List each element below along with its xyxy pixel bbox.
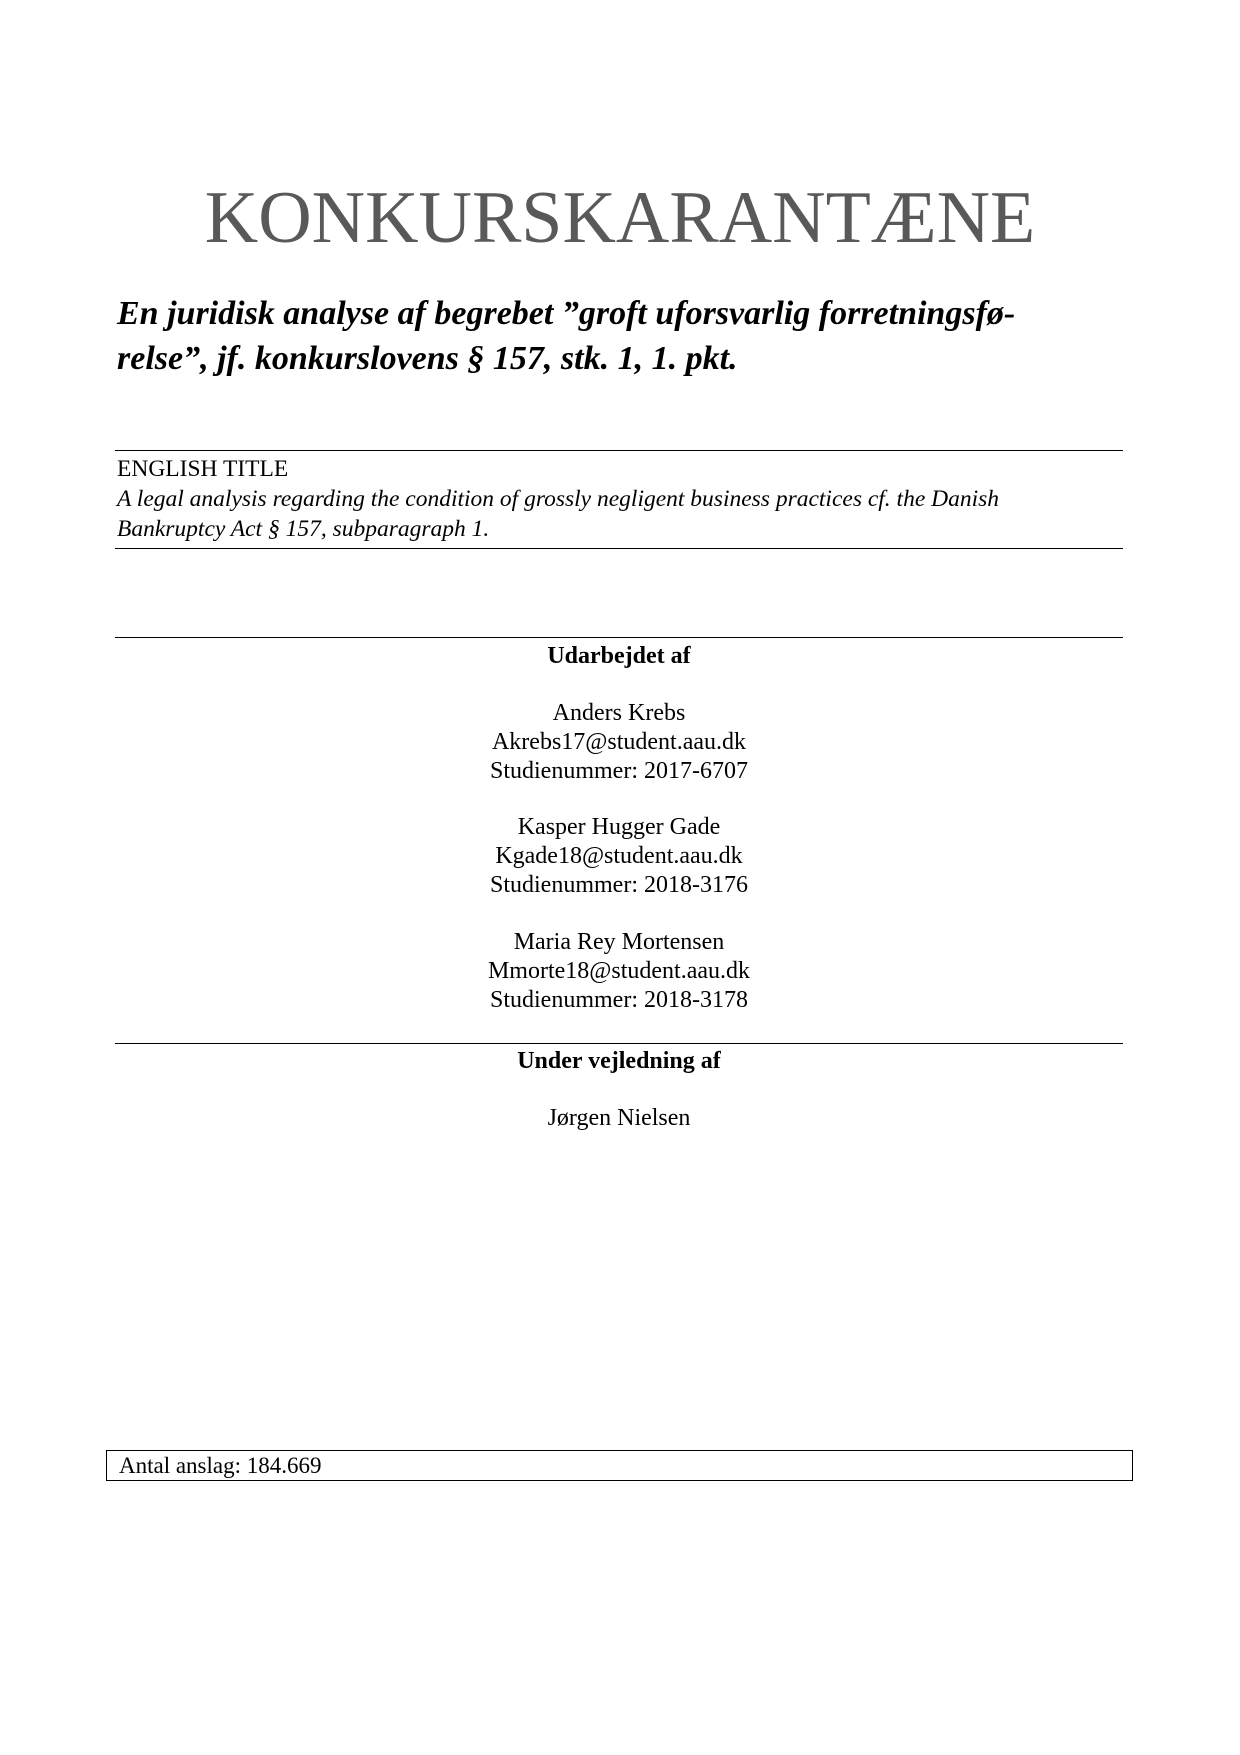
subtitle-line-1: En juridisk analyse af begrebet ”groft uforsvarlig forretningsfø- [117,295,1016,332]
divider [115,548,1123,549]
supervisor-heading: Under vejledning af [517,1048,721,1074]
english-title-block [117,454,1117,544]
author-block [115,699,1123,786]
author-name: Kasper Hugger Gade [517,814,721,840]
supervisor-name: Jørgen Nielsen [547,1105,691,1131]
english-title-label: ENGLISH TITLE [117,456,289,482]
author-student-number: Studienummer: 2018-3176 [490,872,748,898]
divider [115,1043,1123,1044]
author-email: Akrebs17@student.aau.dk [491,729,747,755]
divider [115,637,1123,638]
english-title-line-2: Bankruptcy Act § 157, subparagraph 1. [117,516,490,542]
author-block [115,813,1123,900]
english-title-line-1: A legal analysis regarding the condition of grossly negligent business practices cf. the Danish [117,486,1000,512]
divider [115,450,1123,451]
author-email: Mmorte18@student.aau.dk [487,958,751,984]
author-student-number: Studienummer: 2018-3178 [490,987,748,1013]
character-count-box [106,1450,1133,1481]
author-name: Maria Rey Mortensen [513,929,725,955]
authors-heading: Udarbejdet af [547,643,691,669]
subtitle [117,291,1127,381]
character-count: Antal anslag: 184.669 [119,1453,322,1478]
author-block [115,928,1123,1015]
author-email: Kgade18@student.aau.dk [495,843,743,869]
subtitle-line-2: relse”, jf. konkurslovens § 157, stk. 1, 1. pkt. [117,340,738,377]
author-student-number: Studienummer: 2017-6707 [490,758,748,784]
author-name: Anders Krebs [552,700,686,726]
page-title: KONKURSKARANTÆNE [204,177,1036,259]
